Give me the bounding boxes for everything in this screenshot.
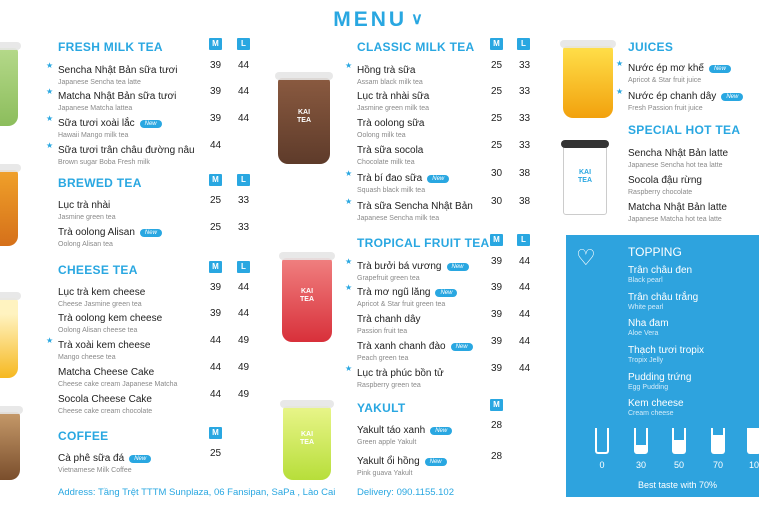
topping-item: Trân châu trắng White pearl [628, 292, 699, 311]
menu-item: ★ Sữa tươi xoài lắc New Hawaii Mango milk tea [58, 113, 162, 139]
size-l-badge: L [237, 261, 250, 273]
menu-title: MENU [333, 8, 408, 31]
section-title-fresh: FRESH MILK TEA [58, 40, 163, 54]
menu-item: ★ Nước ép chanh dây New Fresh Passion fruit juice [628, 86, 743, 112]
menu-item: ★ Lục trà phúc bồn tử Raspberry green tea [345, 364, 444, 389]
section-title-brewed: BREWED TEA [58, 176, 142, 190]
price-m: 44 [210, 335, 222, 346]
price-l: 44 [519, 282, 531, 293]
menu-item: ★ Trà bí đao sữa New Squash black milk tea [357, 168, 449, 194]
drink-image-coffee [0, 412, 20, 480]
price-l: 33 [238, 195, 250, 206]
price-l: 49 [238, 362, 250, 373]
new-badge: New [721, 93, 743, 101]
price-l: 38 [519, 168, 531, 179]
topping-item: Trân châu đen Black pearl [628, 265, 693, 284]
price-m: 44 [210, 140, 222, 151]
size-l-badge: L [237, 38, 250, 50]
menu-item: ★ Sữa tươi trân châu đường nâu Brown sugar Boba Fresh milk [46, 141, 195, 166]
menu-item: Yakult táo xanh New Green apple Yakult [357, 420, 452, 446]
level-fill [749, 428, 759, 452]
price-m: 39 [491, 309, 503, 320]
topping-bubbles-icon: ♡ [576, 245, 596, 270]
new-badge: New [140, 120, 162, 128]
menu-item: Cà phê sữa đá New Vietnamese Milk Coffee [58, 448, 151, 474]
new-badge: New [129, 455, 151, 463]
menu-item: ★ Trà bưởi bá vương New Grapefruit green tea [357, 256, 469, 282]
drink-image-tropical: KAI TEA [282, 258, 332, 342]
menu-item: ★ Trà xoài kem cheese Mango cheese tea [46, 336, 151, 361]
menu-item: ★ Nước ép mơ khế New Apricot & Star fruit juice [628, 58, 731, 84]
topping-item: Kem cheese Cream cheese [628, 398, 684, 417]
menu-item: ★ Trà mơ ngũ lăng New Apricot & Star fruit green tea [357, 282, 457, 308]
star-icon: ★ [46, 61, 54, 70]
topping-item: Thạch tươi tropix Tropix Jelly [628, 345, 705, 364]
menu-item: ★ Matcha Nhật Bản sữa tươi Japanese Matcha lattea [46, 87, 177, 112]
drink-image-matcha [0, 48, 18, 126]
price-m: 25 [491, 113, 503, 124]
price-m: 25 [210, 195, 222, 206]
drink-image-hot: KAI TEA [563, 145, 607, 215]
star-icon: ★ [46, 114, 54, 123]
menu-item: Socola Cheese Cake Cheese cake cream chocolate [58, 394, 153, 415]
price-l: 33 [519, 140, 531, 151]
price-m: 28 [491, 451, 503, 462]
size-m-badge: M [490, 234, 503, 246]
star-icon: ★ [345, 257, 353, 266]
price-m: 25 [491, 60, 503, 71]
price-l: 33 [238, 222, 250, 233]
new-badge: New [427, 175, 449, 183]
price-m: 30 [491, 168, 503, 179]
address-text: Address: Tầng Trệt TTTM Sunplaza, 06 Fansipan, SaPa , Lào Cai [58, 487, 336, 498]
price-m: 30 [491, 196, 503, 207]
new-badge: New [447, 263, 469, 271]
size-m-badge: M [209, 174, 222, 186]
best-taste-note: Best taste with 70% [638, 480, 718, 490]
new-badge: New [140, 229, 162, 237]
price-l: 44 [238, 60, 250, 71]
size-m-badge: M [209, 427, 222, 439]
new-badge: New [451, 343, 473, 351]
price-m: 39 [210, 113, 222, 124]
menu-item: Trà oolong kem cheese Oolong Alisan cheese tea [58, 313, 163, 334]
sugar-level-50: 50 [670, 428, 688, 470]
price-l: 44 [238, 113, 250, 124]
price-m: 39 [210, 308, 222, 319]
new-badge: New [425, 458, 447, 466]
delivery-text: Delivery: 090.1155.102 [357, 487, 454, 498]
price-l: 33 [519, 86, 531, 97]
star-icon: ★ [345, 169, 353, 178]
level-fill [713, 435, 723, 452]
menu-item: Trà sữa socola Chocolate milk tea [357, 145, 424, 166]
price-l: 44 [519, 363, 531, 374]
sugar-level-100: 10 [745, 428, 759, 470]
menu-item: Yakult ổi hồng New Pink guava Yakult [357, 451, 447, 477]
menu-item: Lục trà kem cheese Cheese Jasmine green tea [58, 287, 146, 308]
menu-item: Trà oolong Alisan New Oolong Alisan tea [58, 222, 162, 248]
price-l: 33 [519, 113, 531, 124]
menu-item: Matcha Cheese Cake Cheese cake cream Japanese Matcha [58, 367, 178, 388]
new-badge: New [435, 289, 457, 297]
menu-item: Lục trà nhài sữa Jasmine green milk tea [357, 91, 430, 112]
menu-item: Trà chanh dây Passion fruit tea [357, 314, 421, 335]
drink-image-brewed [0, 170, 18, 246]
price-m: 39 [491, 336, 503, 347]
topping-title: TOPPING [628, 245, 682, 259]
section-title-yakult: YAKULT [357, 401, 406, 415]
page-title [0, 8, 759, 32]
price-l: 44 [238, 308, 250, 319]
price-m: 25 [210, 448, 222, 459]
size-m-badge: M [490, 399, 503, 411]
star-icon: ★ [46, 87, 54, 96]
topping-item: Pudding trứng Egg Pudding [628, 372, 692, 391]
price-l: 44 [238, 86, 250, 97]
section-title-coffee: COFFEE [58, 429, 109, 443]
price-m: 25 [210, 222, 222, 233]
price-m: 39 [491, 282, 503, 293]
star-icon: ★ [345, 364, 353, 373]
star-icon: ★ [345, 283, 353, 292]
price-l: 44 [519, 309, 531, 320]
size-l-badge: L [517, 38, 530, 50]
menu-item: Socola đậu rừng Raspberry chocolate [628, 175, 702, 196]
price-l: 44 [519, 336, 531, 347]
star-icon: ★ [616, 59, 624, 68]
size-m-badge: M [209, 261, 222, 273]
price-l: 44 [519, 256, 531, 267]
price-m: 39 [491, 363, 503, 374]
sugar-level-30: 30 [632, 428, 650, 470]
drink-image-yakult: KAI TEA [283, 406, 331, 480]
star-icon: ★ [46, 336, 54, 345]
sugar-level-70: 70 [709, 428, 727, 470]
menu-item: Matcha Nhật Bản latte Japanese Matcha hot tea latte [628, 202, 727, 223]
drink-image-juice [563, 46, 613, 118]
price-l: 49 [238, 335, 250, 346]
price-m: 39 [210, 86, 222, 97]
level-fill [674, 440, 684, 452]
section-title-cheese: CHEESE TEA [58, 263, 138, 277]
section-title-hot: SPECIAL HOT TEA [628, 123, 741, 137]
new-badge: New [709, 65, 731, 73]
size-l-badge: L [237, 174, 250, 186]
price-l: 33 [519, 60, 531, 71]
section-title-juices: JUICES [628, 40, 674, 54]
price-m: 39 [210, 282, 222, 293]
menu-item: Trà xanh chanh đào New Peach green tea [357, 336, 473, 362]
topping-item: Nha đam Aloe Vera [628, 318, 669, 337]
menu-item: ★ Hồng trà sữa Assam black milk tea [345, 61, 423, 86]
price-m: 28 [491, 420, 503, 431]
drink-image-classic: KAI TEA [278, 78, 330, 164]
menu-item: ★ Sencha Nhật Bản sữa tươi Japanese Sencha tea latte [46, 61, 178, 86]
price-m: 39 [210, 60, 222, 71]
price-m: 44 [210, 362, 222, 373]
price-l: 44 [238, 282, 250, 293]
heart-v-icon: ∨ [411, 11, 426, 28]
star-icon: ★ [46, 141, 54, 150]
size-m-badge: M [209, 38, 222, 50]
price-l: 38 [519, 196, 531, 207]
price-m: 25 [491, 140, 503, 151]
menu-item: Lục trà nhài Jasmine green tea [58, 200, 116, 221]
star-icon: ★ [616, 87, 624, 96]
section-title-tropical: TROPICAL FRUIT TEA [357, 236, 490, 250]
size-m-badge: M [490, 38, 503, 50]
price-m: 25 [491, 86, 503, 97]
level-fill [636, 445, 646, 452]
menu-item: ★ Trà sữa Sencha Nhật Bản Japanese Sencha milk tea [345, 197, 473, 222]
menu-item: Trà oolong sữa Oolong milk tea [357, 118, 425, 139]
menu-item: Sencha Nhật Bản latte Japanese Sencha hot tea latte [628, 148, 729, 169]
price-m: 44 [210, 389, 222, 400]
star-icon: ★ [345, 61, 353, 70]
star-icon: ★ [345, 197, 353, 206]
size-l-badge: L [517, 234, 530, 246]
drink-image-cheese [0, 298, 18, 378]
price-l: 49 [238, 389, 250, 400]
new-badge: New [430, 427, 452, 435]
sugar-level-0: 0 [593, 428, 611, 470]
price-m: 39 [491, 256, 503, 267]
section-title-classic: CLASSIC MILK TEA [357, 40, 475, 54]
